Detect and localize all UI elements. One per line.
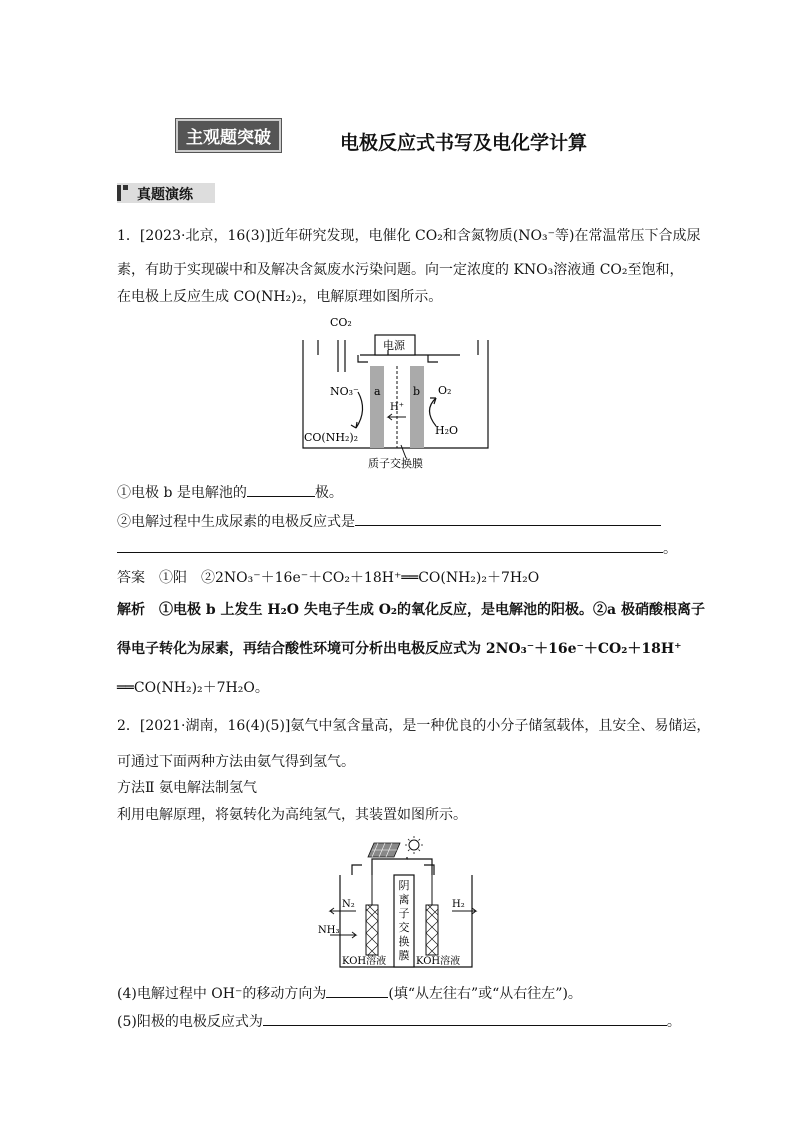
q1-line2: 素，有助于实现碳中和及解决含氮废水污染问题。向一定浓度的 KNO₃溶液通 CO₂至饱和，: [117, 262, 684, 278]
q1-sub2-end: 。: [663, 541, 677, 557]
q2-sub5-blank[interactable]: [263, 1011, 667, 1026]
q1-sub2: [117, 511, 661, 532]
q1-sub1-blank[interactable]: [247, 482, 315, 497]
q1-line1: 1．[2023·北京，16(3)]近年研究发现，电催化 CO₂和含氮物质(NO₃⁻等)在常温常压下合成尿: [117, 228, 701, 244]
electrolysis-diagram-2: [312, 835, 482, 970]
page-title: 电极反应式书写及电化学计算: [340, 132, 588, 154]
label-koh-right: KOH溶液: [416, 956, 461, 967]
q1-answer: 答案 ①阳 ②2NO₃⁻＋16e⁻＋CO₂＋18H⁺══CO(NH₂)₂＋7H₂O: [117, 570, 540, 586]
q1-analysis-3: ══CO(NH₂)₂＋7H₂O。: [117, 680, 269, 696]
membrane-char-1: 阴: [398, 879, 410, 892]
q2-sub5: [117, 1011, 681, 1032]
label-no3: NO₃⁻: [330, 385, 359, 398]
sun-icon: [405, 836, 423, 854]
q2-line3: 利用电解原理，将氨转化为高纯氢气，其装置如图所示。: [117, 807, 467, 823]
q2-sub5-end: 。: [666, 1014, 681, 1030]
label-power: 电源: [383, 339, 405, 352]
q1-sub2-blank-2[interactable]: [117, 538, 663, 553]
label-koh-left: KOH溶液: [342, 956, 387, 967]
electrode-left: [366, 875, 378, 955]
q1-sub2-text: ②电解过程中生成尿素的电极反应式是: [117, 514, 355, 530]
q1-analysis-2: 得电子转化为尿素，再结合酸性环境可分析出电极反应式为 2NO₃⁻＋16e⁻＋CO₂＋18H⁺: [117, 641, 682, 657]
q2-sub4-text: (4)电解过程中 OH⁻的移动方向为: [117, 986, 327, 1002]
label-h2: H₂: [452, 899, 465, 910]
membrane-char-5: 换: [398, 935, 410, 948]
label-co2: CO₂: [330, 316, 352, 329]
q2-sub4-blank[interactable]: [326, 983, 388, 998]
q2-line1: 2．[2021·湖南，16(4)(5)]氨气中氢含量高，是一种优良的小分子储氢载体，且安全、易储运，: [117, 718, 711, 734]
label-nh3: NH₃: [318, 925, 340, 936]
q2-line2: 可通过下面两种方法由氨气得到氢气。: [117, 754, 355, 770]
label-urea: CO(NH₂)₂: [304, 431, 359, 444]
solar-panel-icon: [368, 843, 400, 857]
electrode-a: [370, 366, 384, 448]
q1-sub1-text: ①电极 b 是电解池的: [117, 485, 247, 501]
electrolysis-diagram-1: [298, 310, 498, 470]
q2-sub4: [117, 983, 582, 1004]
q1-sub2-cont: [117, 538, 677, 559]
section-marker-corner-icon: [123, 185, 128, 190]
label-o2: O₂: [438, 384, 452, 397]
q1-sub1: [117, 482, 343, 503]
section-marker-icon: [117, 185, 121, 201]
section-label: 真题演练: [137, 187, 193, 203]
membrane-char-3: 子: [398, 907, 410, 920]
q2-sub5-text: (5)阳极的电极反应式为: [117, 1014, 263, 1030]
label-b: b: [413, 385, 421, 398]
label-n2: N₂: [342, 899, 355, 910]
membrane-char-4: 交: [398, 921, 410, 934]
label-a: a: [374, 385, 381, 398]
section-bar: [117, 183, 215, 203]
membrane-char-2: 离: [398, 893, 410, 906]
q1-sub2-blank[interactable]: [355, 511, 661, 526]
q1-analysis-1: 解析 ①电极 b 上发生 H₂O 失电子生成 O₂的氧化反应，是电解池的阳极。②a 极硝酸根离子: [117, 602, 705, 618]
label-h2o: H₂O: [435, 424, 459, 437]
electrode-b: [410, 366, 424, 448]
q1-line3: 在电极上反应生成 CO(NH₂)₂，电解原理如图所示。: [117, 289, 443, 305]
label-hplus: H⁺: [390, 402, 404, 413]
topic-badge: 主观题突破: [176, 119, 281, 152]
label-membrane: 质子交换膜: [368, 457, 423, 470]
q2-sub4-end: (填“从左往右”或“从右往左”)。: [388, 986, 582, 1002]
electrode-right: [426, 875, 438, 955]
q1-sub1-end: 极。: [314, 485, 343, 501]
q2-method: 方法Ⅱ 氨电解法制氢气: [117, 780, 257, 796]
membrane-char-6: 膜: [398, 949, 410, 962]
